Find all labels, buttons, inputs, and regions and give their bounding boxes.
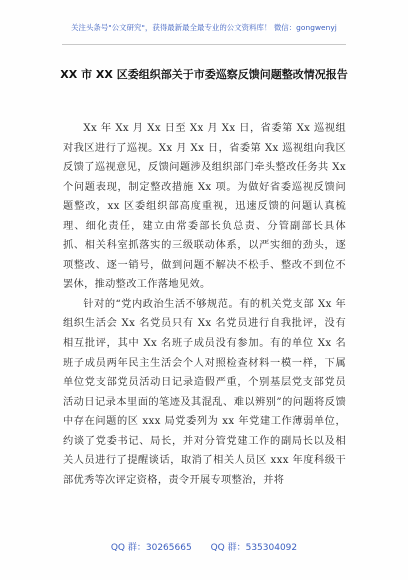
body-paragraph-2: 针对的“党内政治生活不够规范。有的机关党支部 Xx 年组织生活会 Xx 名党员只有 Xx 名党员进行自我批评，没有相互批评，其中 Xx 名班子成员没有参加。有的单位 Xx 名班子成员两年民主生活会个人对照检查材料一模一样，下属单位党支部党员活动日记录造假严重，个别基层党支部党员活动日记录本里面的笔迹及其混乱、难以辨别”的问题将反馈中存在问题的区 xxx 局党委列为 xx 年党建工作薄弱单位，约谈了党委书记、局长，并对分管党建工作的副局长以及相关人员进行了提醒谈话，取消了相关人员区 xxx 年度科级干部优秀等次评定资格，责令开展专项整治，并将 [63, 298, 346, 486]
footer-qq-group-2: QQ 群：535304092 [210, 543, 298, 553]
body-paragraph-1: Xx 年 Xx 月 Xx 日至 Xx 月 Xx 日，省委第 Xx 巡视组对我区进行了巡视。Xx 月 Xx 日，省委第 Xx 巡视组向我区反馈了巡视意见，反馈问题涉及组织部门牵头整改任务共 Xx 个问题表现，制定整改措施 Xx 项。为做好省委巡视反馈问题整改，xx 区委组织部高度重视，迅速反馈的问题认真梳理、细化责任，建立由常委部长负总责、分管副部长具体抓、相关科室抓落实的三级联动体系，以严实细的劲头，逐项整改、逐一销号，做到问题不解决不松手、整改不到位不罢休，推动整改工作落地见效。 [63, 123, 346, 291]
document-body [63, 119, 346, 490]
footer-qq-groups [0, 540, 408, 553]
header-banner: 关注头条号"公文研究"，获得最新最全最专业的公文资料库！ 微信：gongwenyj [71, 23, 337, 32]
footer-qq-group-1: QQ 群：30265665 [110, 543, 192, 553]
document-title: XX 市 XX 区委组织部关于市委巡察反馈问题整改情况报告 [60, 68, 348, 81]
header-divider [62, 44, 346, 45]
